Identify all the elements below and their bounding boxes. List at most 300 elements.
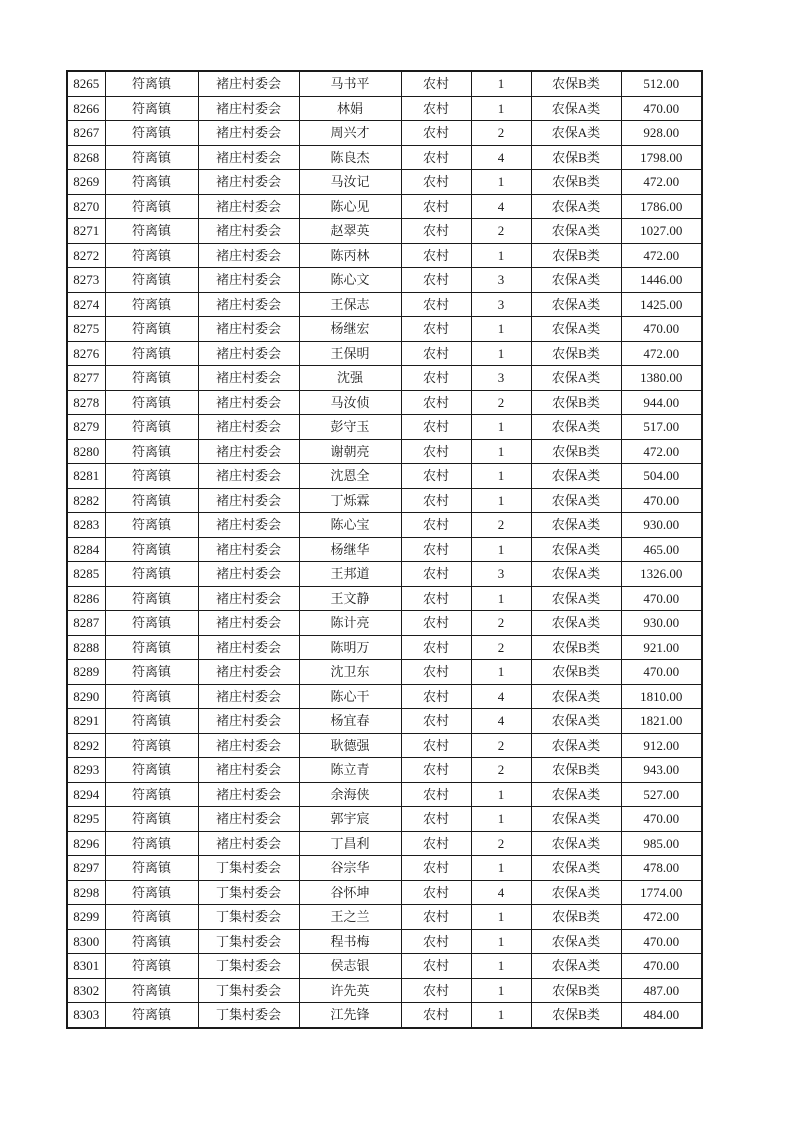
- insurance-category-cell: 农保A类: [531, 292, 621, 317]
- insurance-category-cell: 农保A类: [531, 562, 621, 587]
- amount-cell: 470.00: [621, 96, 702, 121]
- table-row: [67, 219, 702, 244]
- person-count-cell: 3: [471, 292, 531, 317]
- village-committee-cell: 褚庄村委会: [198, 660, 299, 685]
- table-row: [67, 366, 702, 391]
- amount-cell: 921.00: [621, 635, 702, 660]
- town-cell: 符离镇: [105, 292, 198, 317]
- amount-cell: 465.00: [621, 537, 702, 562]
- table-row: [67, 464, 702, 489]
- village-committee-cell: 褚庄村委会: [198, 684, 299, 709]
- residence-type-cell: 农村: [401, 611, 471, 636]
- amount-cell: 470.00: [621, 660, 702, 685]
- serial-number-cell: 8287: [67, 611, 105, 636]
- person-count-cell: 1: [471, 170, 531, 195]
- town-cell: 符离镇: [105, 635, 198, 660]
- serial-number-cell: 8288: [67, 635, 105, 660]
- residence-type-cell: 农村: [401, 317, 471, 342]
- person-count-cell: 2: [471, 390, 531, 415]
- table-row: [67, 145, 702, 170]
- person-name-cell: 马汝侦: [299, 390, 401, 415]
- person-count-cell: 2: [471, 513, 531, 538]
- table-row: [67, 807, 702, 832]
- residence-type-cell: 农村: [401, 660, 471, 685]
- amount-cell: 930.00: [621, 611, 702, 636]
- village-committee-cell: 丁集村委会: [198, 905, 299, 930]
- town-cell: 符离镇: [105, 464, 198, 489]
- table-row: [67, 978, 702, 1003]
- serial-number-cell: 8283: [67, 513, 105, 538]
- residence-type-cell: 农村: [401, 121, 471, 146]
- residence-type-cell: 农村: [401, 537, 471, 562]
- serial-number-cell: 8282: [67, 488, 105, 513]
- residence-type-cell: 农村: [401, 978, 471, 1003]
- person-name-cell: 陈心干: [299, 684, 401, 709]
- residence-type-cell: 农村: [401, 439, 471, 464]
- table-row: [67, 415, 702, 440]
- table-row: [67, 782, 702, 807]
- table-row: [67, 733, 702, 758]
- serial-number-cell: 8296: [67, 831, 105, 856]
- table-row: [67, 1003, 702, 1028]
- serial-number-cell: 8286: [67, 586, 105, 611]
- serial-number-cell: 8297: [67, 856, 105, 881]
- table-row: [67, 954, 702, 979]
- residence-type-cell: 农村: [401, 366, 471, 391]
- serial-number-cell: 8273: [67, 268, 105, 293]
- amount-cell: 484.00: [621, 1003, 702, 1028]
- residence-type-cell: 农村: [401, 145, 471, 170]
- insurance-category-cell: 农保A类: [531, 782, 621, 807]
- amount-cell: 985.00: [621, 831, 702, 856]
- residence-type-cell: 农村: [401, 905, 471, 930]
- town-cell: 符离镇: [105, 807, 198, 832]
- table-row: [67, 170, 702, 195]
- person-count-cell: 1: [471, 856, 531, 881]
- residence-type-cell: 农村: [401, 415, 471, 440]
- village-committee-cell: 丁集村委会: [198, 978, 299, 1003]
- person-name-cell: 耿德强: [299, 733, 401, 758]
- village-committee-cell: 褚庄村委会: [198, 219, 299, 244]
- person-name-cell: 赵翠英: [299, 219, 401, 244]
- town-cell: 符离镇: [105, 317, 198, 342]
- person-name-cell: 陈立青: [299, 758, 401, 783]
- town-cell: 符离镇: [105, 145, 198, 170]
- table-row: [67, 660, 702, 685]
- serial-number-cell: 8301: [67, 954, 105, 979]
- insurance-category-cell: 农保A类: [531, 488, 621, 513]
- table-row: [67, 96, 702, 121]
- person-count-cell: 1: [471, 782, 531, 807]
- serial-number-cell: 8292: [67, 733, 105, 758]
- insurance-category-cell: 农保B类: [531, 243, 621, 268]
- person-name-cell: 彭守玉: [299, 415, 401, 440]
- town-cell: 符离镇: [105, 243, 198, 268]
- amount-cell: 527.00: [621, 782, 702, 807]
- town-cell: 符离镇: [105, 929, 198, 954]
- person-count-cell: 1: [471, 660, 531, 685]
- residence-type-cell: 农村: [401, 807, 471, 832]
- table-row: [67, 709, 702, 734]
- town-cell: 符离镇: [105, 71, 198, 96]
- person-name-cell: 周兴才: [299, 121, 401, 146]
- person-count-cell: 1: [471, 1003, 531, 1028]
- serial-number-cell: 8276: [67, 341, 105, 366]
- insurance-category-cell: 农保B类: [531, 635, 621, 660]
- town-cell: 符离镇: [105, 782, 198, 807]
- amount-cell: 944.00: [621, 390, 702, 415]
- person-count-cell: 1: [471, 929, 531, 954]
- table-row: [67, 317, 702, 342]
- village-committee-cell: 褚庄村委会: [198, 537, 299, 562]
- person-name-cell: 陈良杰: [299, 145, 401, 170]
- amount-cell: 470.00: [621, 586, 702, 611]
- amount-cell: 472.00: [621, 439, 702, 464]
- residence-type-cell: 农村: [401, 635, 471, 660]
- amount-cell: 472.00: [621, 170, 702, 195]
- village-committee-cell: 褚庄村委会: [198, 562, 299, 587]
- town-cell: 符离镇: [105, 562, 198, 587]
- village-committee-cell: 褚庄村委会: [198, 268, 299, 293]
- table-body: [67, 71, 702, 1028]
- serial-number-cell: 8270: [67, 194, 105, 219]
- insurance-category-cell: 农保A类: [531, 366, 621, 391]
- person-count-cell: 4: [471, 709, 531, 734]
- town-cell: 符离镇: [105, 439, 198, 464]
- serial-number-cell: 8289: [67, 660, 105, 685]
- amount-cell: 1821.00: [621, 709, 702, 734]
- insurance-category-cell: 农保A类: [531, 880, 621, 905]
- insurance-category-cell: 农保B类: [531, 170, 621, 195]
- serial-number-cell: 8291: [67, 709, 105, 734]
- village-committee-cell: 褚庄村委会: [198, 292, 299, 317]
- town-cell: 符离镇: [105, 488, 198, 513]
- residence-type-cell: 农村: [401, 96, 471, 121]
- village-committee-cell: 褚庄村委会: [198, 513, 299, 538]
- person-name-cell: 陈心文: [299, 268, 401, 293]
- serial-number-cell: 8285: [67, 562, 105, 587]
- insurance-category-cell: 农保A类: [531, 611, 621, 636]
- amount-cell: 472.00: [621, 905, 702, 930]
- town-cell: 符离镇: [105, 856, 198, 881]
- person-name-cell: 谢朝亮: [299, 439, 401, 464]
- insurance-category-cell: 农保B类: [531, 758, 621, 783]
- person-count-cell: 2: [471, 831, 531, 856]
- table-row: [67, 562, 702, 587]
- table-row: [67, 268, 702, 293]
- person-name-cell: 林娟: [299, 96, 401, 121]
- insurance-category-cell: 农保A类: [531, 464, 621, 489]
- serial-number-cell: 8302: [67, 978, 105, 1003]
- village-committee-cell: 褚庄村委会: [198, 611, 299, 636]
- village-committee-cell: 丁集村委会: [198, 856, 299, 881]
- town-cell: 符离镇: [105, 96, 198, 121]
- town-cell: 符离镇: [105, 660, 198, 685]
- person-name-cell: 程书梅: [299, 929, 401, 954]
- person-count-cell: 4: [471, 880, 531, 905]
- table-row: [67, 292, 702, 317]
- insurance-category-cell: 农保A类: [531, 586, 621, 611]
- person-count-cell: 1: [471, 586, 531, 611]
- town-cell: 符离镇: [105, 170, 198, 195]
- town-cell: 符离镇: [105, 1003, 198, 1028]
- person-name-cell: 杨宜春: [299, 709, 401, 734]
- town-cell: 符离镇: [105, 415, 198, 440]
- person-name-cell: 谷怀坤: [299, 880, 401, 905]
- table-row: [67, 513, 702, 538]
- table-row: [67, 905, 702, 930]
- person-count-cell: 2: [471, 733, 531, 758]
- village-committee-cell: 褚庄村委会: [198, 96, 299, 121]
- amount-cell: 912.00: [621, 733, 702, 758]
- amount-cell: 930.00: [621, 513, 702, 538]
- town-cell: 符离镇: [105, 194, 198, 219]
- person-name-cell: 侯志银: [299, 954, 401, 979]
- serial-number-cell: 8271: [67, 219, 105, 244]
- amount-cell: 472.00: [621, 341, 702, 366]
- amount-cell: 472.00: [621, 243, 702, 268]
- insurance-category-cell: 农保A类: [531, 684, 621, 709]
- person-count-cell: 1: [471, 71, 531, 96]
- person-name-cell: 谷宗华: [299, 856, 401, 881]
- serial-number-cell: 8272: [67, 243, 105, 268]
- person-count-cell: 1: [471, 905, 531, 930]
- insurance-category-cell: 农保B类: [531, 341, 621, 366]
- person-name-cell: 丁昌利: [299, 831, 401, 856]
- town-cell: 符离镇: [105, 513, 198, 538]
- serial-number-cell: 8293: [67, 758, 105, 783]
- person-count-cell: 2: [471, 219, 531, 244]
- table-row: [67, 635, 702, 660]
- serial-number-cell: 8281: [67, 464, 105, 489]
- person-count-cell: 1: [471, 243, 531, 268]
- insurance-category-cell: 农保A类: [531, 807, 621, 832]
- person-name-cell: 马汝记: [299, 170, 401, 195]
- person-name-cell: 王之兰: [299, 905, 401, 930]
- person-name-cell: 马书平: [299, 71, 401, 96]
- person-name-cell: 郭宇宸: [299, 807, 401, 832]
- person-count-cell: 1: [471, 807, 531, 832]
- person-count-cell: 4: [471, 194, 531, 219]
- insurance-category-cell: 农保B类: [531, 905, 621, 930]
- insurance-category-cell: 农保A类: [531, 513, 621, 538]
- person-name-cell: 陈计亮: [299, 611, 401, 636]
- table-row: [67, 243, 702, 268]
- person-count-cell: 1: [471, 464, 531, 489]
- person-count-cell: 4: [471, 684, 531, 709]
- insurance-category-cell: 农保B类: [531, 660, 621, 685]
- residence-type-cell: 农村: [401, 856, 471, 881]
- table-row: [67, 880, 702, 905]
- town-cell: 符离镇: [105, 341, 198, 366]
- insurance-category-cell: 农保B类: [531, 390, 621, 415]
- person-name-cell: 丁烁霖: [299, 488, 401, 513]
- amount-cell: 470.00: [621, 929, 702, 954]
- village-committee-cell: 丁集村委会: [198, 880, 299, 905]
- village-committee-cell: 褚庄村委会: [198, 317, 299, 342]
- town-cell: 符离镇: [105, 366, 198, 391]
- amount-cell: 470.00: [621, 317, 702, 342]
- serial-number-cell: 8280: [67, 439, 105, 464]
- village-committee-cell: 褚庄村委会: [198, 366, 299, 391]
- insurance-category-cell: 农保A类: [531, 96, 621, 121]
- insurance-category-cell: 农保B类: [531, 71, 621, 96]
- payment-table: [66, 70, 703, 1029]
- person-count-cell: 2: [471, 121, 531, 146]
- village-committee-cell: 褚庄村委会: [198, 709, 299, 734]
- person-count-cell: 1: [471, 537, 531, 562]
- person-count-cell: 4: [471, 145, 531, 170]
- table-row: [67, 758, 702, 783]
- amount-cell: 1326.00: [621, 562, 702, 587]
- town-cell: 符离镇: [105, 537, 198, 562]
- amount-cell: 1810.00: [621, 684, 702, 709]
- table-row: [67, 439, 702, 464]
- residence-type-cell: 农村: [401, 292, 471, 317]
- table-row: [67, 537, 702, 562]
- residence-type-cell: 农村: [401, 782, 471, 807]
- town-cell: 符离镇: [105, 611, 198, 636]
- insurance-category-cell: 农保A类: [531, 268, 621, 293]
- town-cell: 符离镇: [105, 758, 198, 783]
- serial-number-cell: 8278: [67, 390, 105, 415]
- village-committee-cell: 褚庄村委会: [198, 341, 299, 366]
- table-row: [67, 831, 702, 856]
- insurance-category-cell: 农保A类: [531, 709, 621, 734]
- amount-cell: 517.00: [621, 415, 702, 440]
- town-cell: 符离镇: [105, 831, 198, 856]
- serial-number-cell: 8269: [67, 170, 105, 195]
- insurance-category-cell: 农保A类: [531, 831, 621, 856]
- village-committee-cell: 丁集村委会: [198, 929, 299, 954]
- residence-type-cell: 农村: [401, 170, 471, 195]
- amount-cell: 1774.00: [621, 880, 702, 905]
- person-count-cell: 2: [471, 758, 531, 783]
- person-count-cell: 1: [471, 978, 531, 1003]
- amount-cell: 470.00: [621, 488, 702, 513]
- serial-number-cell: 8284: [67, 537, 105, 562]
- town-cell: 符离镇: [105, 219, 198, 244]
- serial-number-cell: 8290: [67, 684, 105, 709]
- person-name-cell: 许先英: [299, 978, 401, 1003]
- village-committee-cell: 褚庄村委会: [198, 758, 299, 783]
- table-row: [67, 194, 702, 219]
- insurance-category-cell: 农保A类: [531, 733, 621, 758]
- person-count-cell: 2: [471, 635, 531, 660]
- village-committee-cell: 褚庄村委会: [198, 415, 299, 440]
- insurance-category-cell: 农保A类: [531, 121, 621, 146]
- residence-type-cell: 农村: [401, 464, 471, 489]
- village-committee-cell: 褚庄村委会: [198, 121, 299, 146]
- residence-type-cell: 农村: [401, 954, 471, 979]
- amount-cell: 1425.00: [621, 292, 702, 317]
- person-name-cell: 杨继宏: [299, 317, 401, 342]
- residence-type-cell: 农村: [401, 733, 471, 758]
- village-committee-cell: 丁集村委会: [198, 1003, 299, 1028]
- serial-number-cell: 8279: [67, 415, 105, 440]
- town-cell: 符离镇: [105, 880, 198, 905]
- residence-type-cell: 农村: [401, 929, 471, 954]
- village-committee-cell: 褚庄村委会: [198, 464, 299, 489]
- person-name-cell: 沈卫东: [299, 660, 401, 685]
- village-committee-cell: 褚庄村委会: [198, 586, 299, 611]
- insurance-category-cell: 农保B类: [531, 439, 621, 464]
- village-committee-cell: 褚庄村委会: [198, 782, 299, 807]
- person-count-cell: 1: [471, 488, 531, 513]
- amount-cell: 470.00: [621, 954, 702, 979]
- person-name-cell: 余海侠: [299, 782, 401, 807]
- person-count-cell: 1: [471, 439, 531, 464]
- amount-cell: 943.00: [621, 758, 702, 783]
- table-row: [67, 121, 702, 146]
- town-cell: 符离镇: [105, 268, 198, 293]
- town-cell: 符离镇: [105, 954, 198, 979]
- village-committee-cell: 褚庄村委会: [198, 170, 299, 195]
- serial-number-cell: 8266: [67, 96, 105, 121]
- village-committee-cell: 褚庄村委会: [198, 390, 299, 415]
- amount-cell: 1786.00: [621, 194, 702, 219]
- amount-cell: 504.00: [621, 464, 702, 489]
- village-committee-cell: 褚庄村委会: [198, 733, 299, 758]
- amount-cell: 1380.00: [621, 366, 702, 391]
- table-row: [67, 856, 702, 881]
- residence-type-cell: 农村: [401, 562, 471, 587]
- serial-number-cell: 8303: [67, 1003, 105, 1028]
- village-committee-cell: 褚庄村委会: [198, 488, 299, 513]
- insurance-category-cell: 农保A类: [531, 954, 621, 979]
- village-committee-cell: 褚庄村委会: [198, 635, 299, 660]
- insurance-category-cell: 农保A类: [531, 219, 621, 244]
- insurance-category-cell: 农保A类: [531, 415, 621, 440]
- residence-type-cell: 农村: [401, 831, 471, 856]
- residence-type-cell: 农村: [401, 684, 471, 709]
- person-name-cell: 江先锋: [299, 1003, 401, 1028]
- amount-cell: 487.00: [621, 978, 702, 1003]
- person-name-cell: 陈丙林: [299, 243, 401, 268]
- amount-cell: 1798.00: [621, 145, 702, 170]
- person-name-cell: 杨继华: [299, 537, 401, 562]
- insurance-category-cell: 农保A类: [531, 194, 621, 219]
- table-row: [67, 611, 702, 636]
- person-count-cell: 1: [471, 317, 531, 342]
- insurance-category-cell: 农保B类: [531, 1003, 621, 1028]
- insurance-category-cell: 农保A类: [531, 317, 621, 342]
- residence-type-cell: 农村: [401, 880, 471, 905]
- village-committee-cell: 褚庄村委会: [198, 243, 299, 268]
- amount-cell: 1446.00: [621, 268, 702, 293]
- serial-number-cell: 8299: [67, 905, 105, 930]
- person-name-cell: 陈心宝: [299, 513, 401, 538]
- residence-type-cell: 农村: [401, 341, 471, 366]
- table-row: [67, 586, 702, 611]
- amount-cell: 470.00: [621, 807, 702, 832]
- village-committee-cell: 丁集村委会: [198, 954, 299, 979]
- insurance-category-cell: 农保B类: [531, 978, 621, 1003]
- village-committee-cell: 褚庄村委会: [198, 807, 299, 832]
- serial-number-cell: 8277: [67, 366, 105, 391]
- person-count-cell: 3: [471, 366, 531, 391]
- residence-type-cell: 农村: [401, 586, 471, 611]
- town-cell: 符离镇: [105, 905, 198, 930]
- person-name-cell: 陈心见: [299, 194, 401, 219]
- person-count-cell: 1: [471, 341, 531, 366]
- residence-type-cell: 农村: [401, 488, 471, 513]
- town-cell: 符离镇: [105, 586, 198, 611]
- table-row: [67, 488, 702, 513]
- serial-number-cell: 8300: [67, 929, 105, 954]
- person-count-cell: 3: [471, 562, 531, 587]
- insurance-category-cell: 农保A类: [531, 929, 621, 954]
